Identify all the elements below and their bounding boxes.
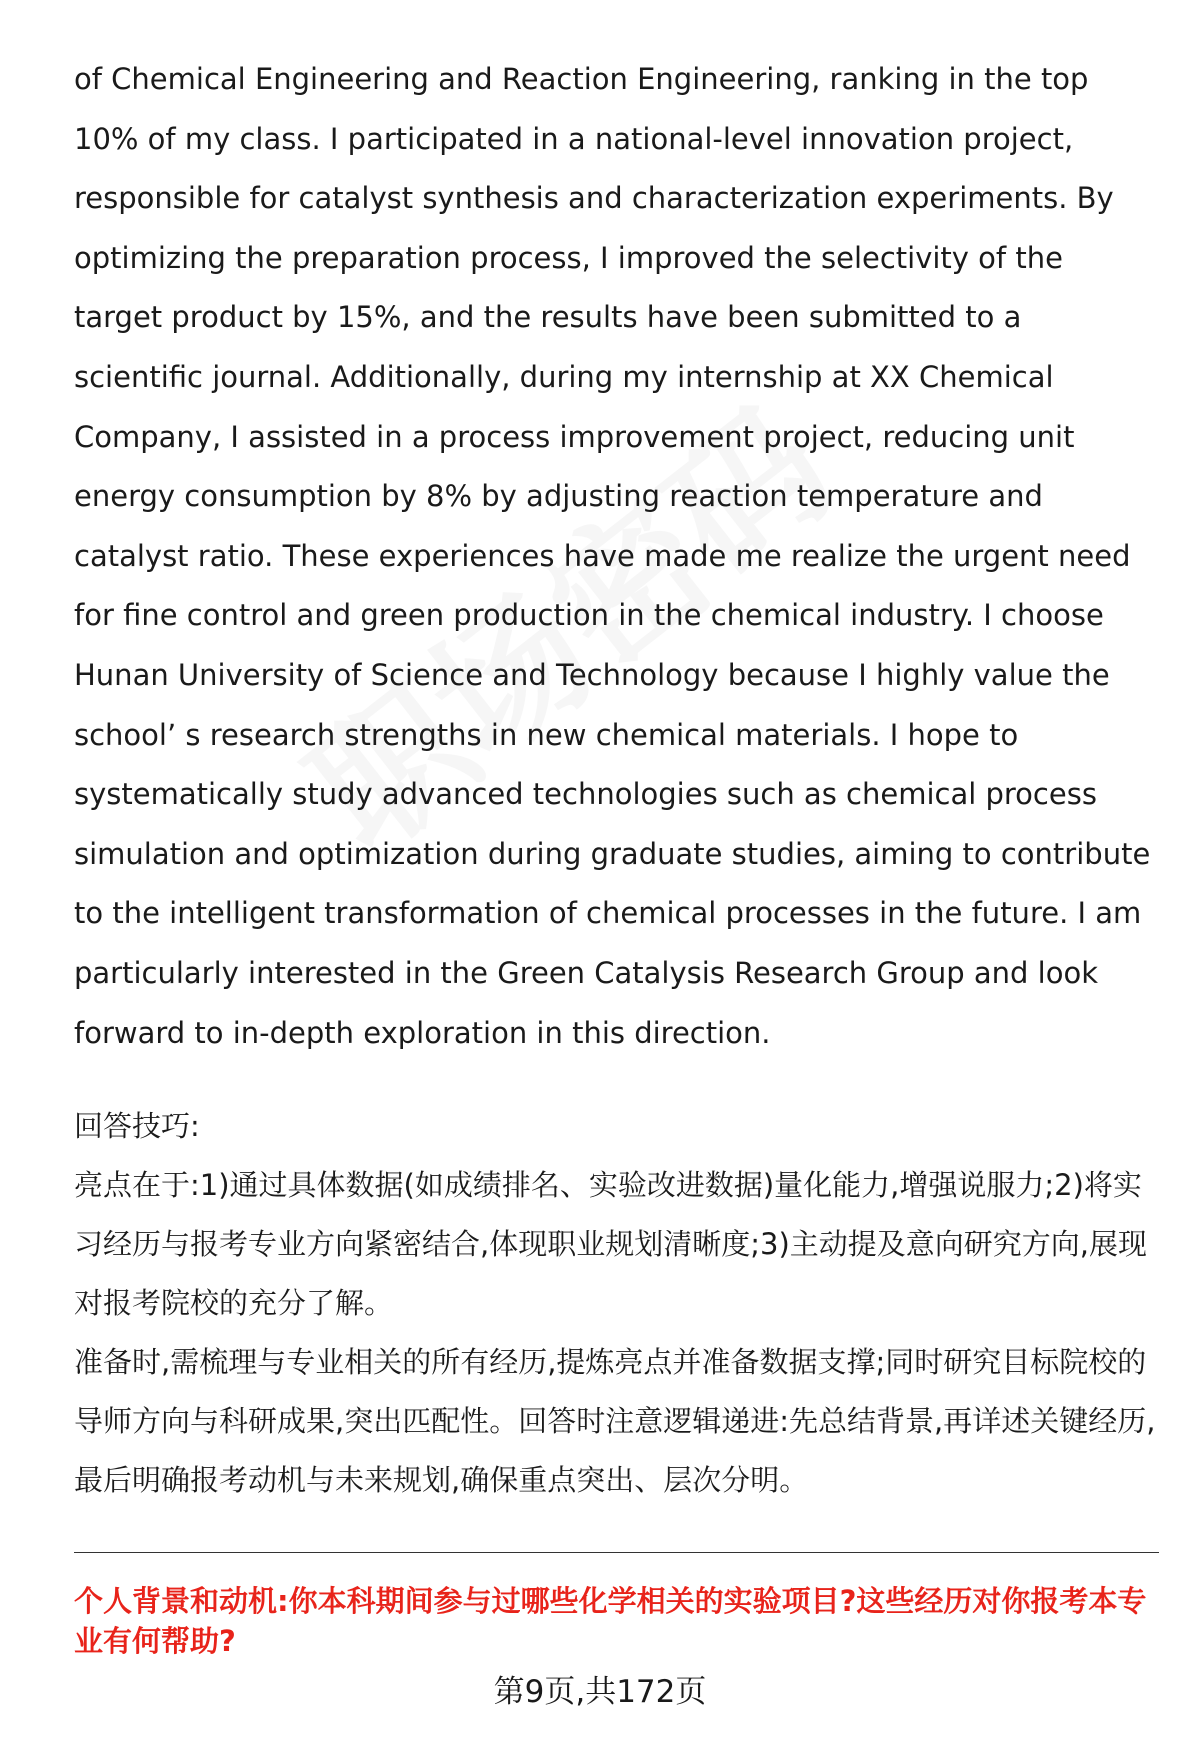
document-page [74, 50, 1159, 1661]
tips-heading: 回答技巧: [74, 1109, 200, 1144]
section-divider [74, 1552, 1159, 1553]
tips-highlights: 亮点在于:1)通过具体数据(如成绩排名、实验改进数据)量化能力,增强说服力;2)将实习经历与报考专业方向紧密结合,体现职业规划清晰度;3)主动提及意向研究方向,展现对报考院校的充分了解。 [74, 1168, 1147, 1321]
next-question-heading: 个人背景和动机:你本科期间参与过哪些化学相关的实验项目?这些经历对你报考本专业有何帮助? [74, 1584, 1147, 1659]
answer-tips-section [74, 1097, 1159, 1510]
answer-paragraph: of Chemical Engineering and Reaction Engineering, ranking in the top 10% of my class. I participated in a national-level innovation project, responsible for catalyst synthesis and characterization experiments. By optimizing the preparation process, I improved the selectivity of the target product by 15%, and the results have been submitted to a scientific journal. Additionally, during my internship at XX Chemical Company, I assisted in a process improvement project, reducing unit energy consumption by 8% by adjusting reaction temperature and catalyst ratio. These experiences have made me realize the urgent need for fine control and green production in the chemical industry. I choose Hunan University of Science and Technology because I highly value the school’ s research strengths in new chemical materials. I hope to systematically study advanced technologies such as chemical process simulation and optimization during graduate studies, aiming to contribute to the intelligent transformation of chemical processes in the future. I am particularly interested in the Green Catalysis Research Group and look forward to in-depth exploration in this direction. [74, 62, 1151, 1050]
page-number: 第9页,共172页 [493, 1674, 707, 1710]
tips-preparation: 准备时,需梳理与专业相关的所有经历,提炼亮点并准备数据支撑;同时研究目标院校的导师方向与科研成果,突出匹配性。回答时注意逻辑递进:先总结背景,再详述关键经历,最后明确报考动机与未来规划,确保重点突出、层次分明。 [74, 1345, 1156, 1498]
